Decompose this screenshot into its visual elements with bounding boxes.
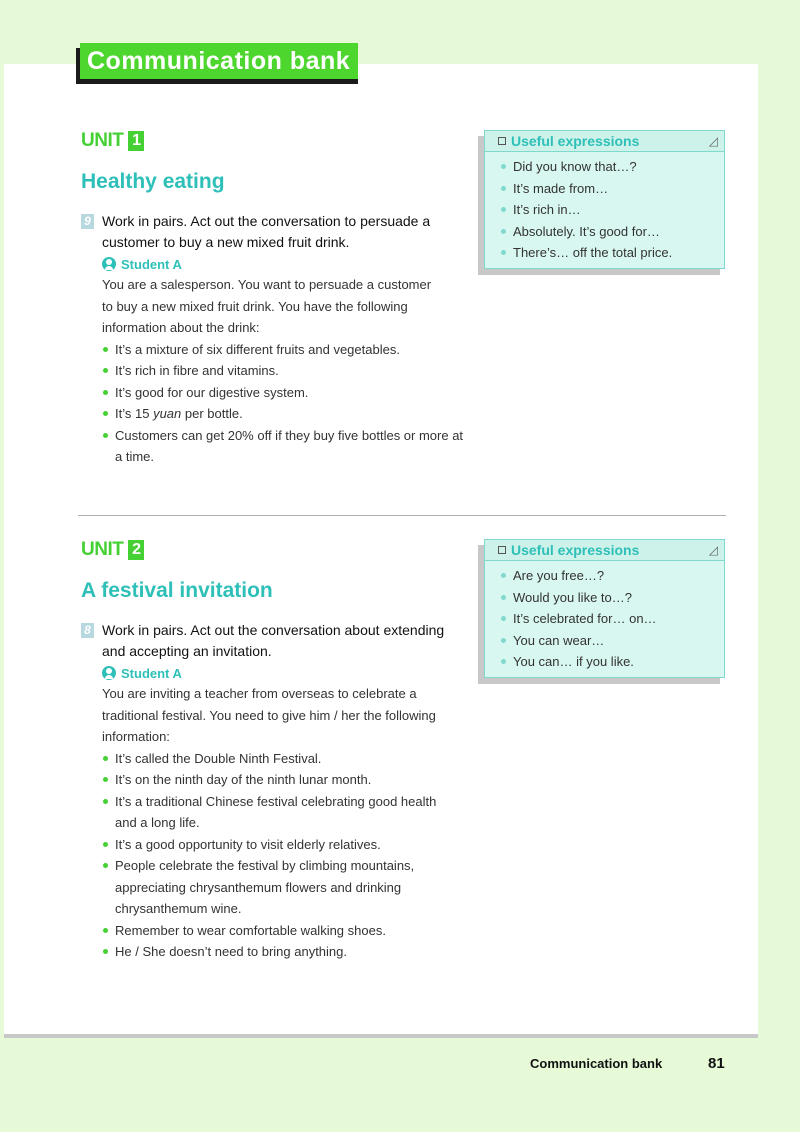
student-name: Student A xyxy=(121,256,182,272)
list-item: It’s celebrated for… on… xyxy=(499,608,724,630)
task-intro: You are a salesperson. You want to persuade a customer to buy a new mixed fruit drink. You have the following information about the drink: xyxy=(102,277,432,335)
list-item: Are you free…? xyxy=(499,565,724,587)
section-divider xyxy=(78,515,726,516)
unit-number: 2 xyxy=(128,540,144,560)
expressions-header xyxy=(485,540,724,561)
task-number: 9 xyxy=(81,214,94,229)
useful-expressions-box xyxy=(484,130,725,269)
list-item: It’s made from… xyxy=(499,178,724,200)
unit-2-title: A festival invitation xyxy=(81,579,273,602)
page-banner: Communication bank xyxy=(80,43,358,79)
expressions-title: Useful expressions xyxy=(511,542,640,558)
list-item: Absolutely. It’s good for… xyxy=(499,221,724,243)
list-item xyxy=(102,403,471,425)
list-item: You can… if you like. xyxy=(499,651,724,673)
list-item: It’s rich in fibre and vitamins. xyxy=(102,360,471,382)
list-item: It’s a mixture of six different fruits and vegetables. xyxy=(102,339,471,361)
corner-triangle-icon: ◿ xyxy=(708,543,718,557)
list-item: He / She doesn’t need to bring anything. xyxy=(102,941,447,963)
list-item: Customers can get 20% off if they buy five bottles or more at a time. xyxy=(102,425,471,468)
unit-1-heading xyxy=(81,130,144,152)
unit-1-title: Healthy eating xyxy=(81,170,225,193)
expressions-list xyxy=(485,561,724,677)
page-number: 81 xyxy=(708,1055,725,1072)
list-item: Did you know that…? xyxy=(499,156,724,178)
info-list xyxy=(102,748,447,963)
list-item: Remember to wear comfortable walking shoes. xyxy=(102,920,447,942)
person-icon xyxy=(102,666,116,680)
person-icon xyxy=(102,257,116,271)
unit-label: UNIT xyxy=(81,539,124,560)
expressions-title: Useful expressions xyxy=(511,133,640,149)
checkbox-icon xyxy=(498,137,506,145)
student-label xyxy=(102,663,471,683)
price-prefix: It’s 15 xyxy=(115,406,154,421)
task-instruction: Work in pairs. Act out the conversation to persuade a customer to buy a new mixed fruit drink. xyxy=(102,213,431,250)
unit-2-heading xyxy=(81,539,144,561)
list-item: It’s good for our digestive system. xyxy=(102,382,471,404)
expressions-header xyxy=(485,131,724,152)
corner-triangle-icon: ◿ xyxy=(708,134,718,148)
student-label xyxy=(102,254,471,274)
student-name: Student A xyxy=(121,665,182,681)
price-currency: yuan xyxy=(153,406,182,421)
list-item: Would you like to…? xyxy=(499,587,724,609)
expressions-list xyxy=(485,152,724,268)
footer-section-label: Communication bank xyxy=(530,1056,663,1071)
useful-expressions-box xyxy=(484,539,725,678)
checkbox-icon xyxy=(498,546,506,554)
task-number: 8 xyxy=(81,623,94,638)
info-list xyxy=(102,339,471,468)
task-intro: You are inviting a teacher from overseas to celebrate a traditional festival. You need to give him / her the following information: xyxy=(102,686,436,744)
unit-2-task xyxy=(81,620,471,963)
unit-label: UNIT xyxy=(81,130,124,151)
list-item: It’s rich in… xyxy=(499,199,724,221)
unit-1-task xyxy=(81,211,471,468)
list-item: It’s a good opportunity to visit elderly relatives. xyxy=(102,834,447,856)
list-item: You can wear… xyxy=(499,630,724,652)
list-item: It’s on the ninth day of the ninth lunar month. xyxy=(102,769,447,791)
price-suffix: per bottle. xyxy=(181,406,243,421)
list-item: It’s a traditional Chinese festival celebrating good health and a long life. xyxy=(102,791,447,834)
list-item: There’s… off the total price. xyxy=(499,242,724,264)
unit-number: 1 xyxy=(128,131,144,151)
task-instruction: Work in pairs. Act out the conversation about extending and accepting an invitation. xyxy=(102,622,445,659)
list-item: People celebrate the festival by climbing mountains, appreciating chrysanthemum flowers and drinking chrysanthemum wine. xyxy=(102,855,447,920)
list-item: It’s called the Double Ninth Festival. xyxy=(102,748,447,770)
